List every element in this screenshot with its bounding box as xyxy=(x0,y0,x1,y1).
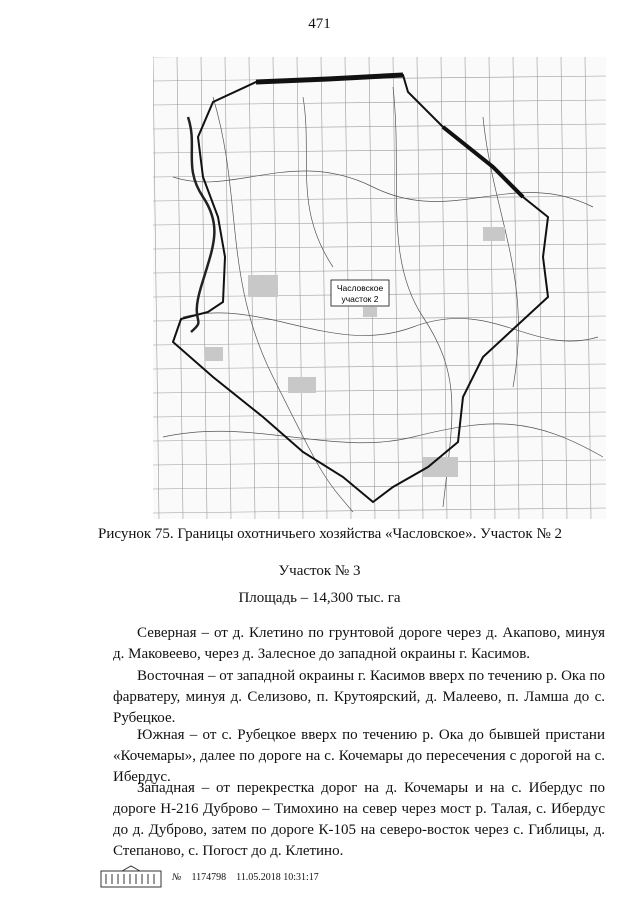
boundary-west: Западная – от перекрестка дорог на д. Кочемары и на с. Ибердус по дороге Н-216 Дуброво – Тимохино на север через мост р. Талая, с. Ибердус до д. Дуброво, затем по дороге К-105 на северо-восток через с. Гиблицы, д. Степаново, с. Погост до д. Клетино. xyxy=(113,780,605,859)
area-line: Площадь – 14,300 тыс. га xyxy=(238,590,401,606)
government-building-icon xyxy=(100,865,162,889)
stamp-number-mark: № xyxy=(172,871,182,883)
boundary-map-drawing xyxy=(153,57,606,519)
boundary-map xyxy=(153,57,606,519)
document-datetime: 11.05.2018 10:31:17 xyxy=(236,871,319,883)
footer-stamp xyxy=(100,865,319,889)
boundary-north: Северная – от д. Клетино по грунтовой дороге через д. Акапово, минуя д. Маковеево, через д. Залесное до западной окраины г. Касимов. xyxy=(113,625,605,662)
section-title: Участок № 3 xyxy=(278,563,361,579)
document-id: 1174798 xyxy=(191,871,227,883)
figure-caption: Рисунок 75. Границы охотничьего хозяйства «Часловское». Участок № 2 xyxy=(97,526,563,542)
map-label-line2: участок 2 xyxy=(341,294,379,304)
map-label-line1: Часловское xyxy=(336,283,384,293)
page-number: 471 xyxy=(308,16,331,32)
boundary-east: Восточная – от западной окраины г. Касимов вверх по течению р. Ока по фарватеру, минуя д. Селизово, п. Крутоярский, д. Малеево, п. Ламша до с. Рубецкое. xyxy=(113,668,605,726)
boundary-south: Южная – от с. Рубецкое вверх по течению р. Ока до бывшей пристани «Кочемары», далее по дороге на с. Кочемары до пересечения с дорогой на с. Ибердус. xyxy=(113,727,605,785)
